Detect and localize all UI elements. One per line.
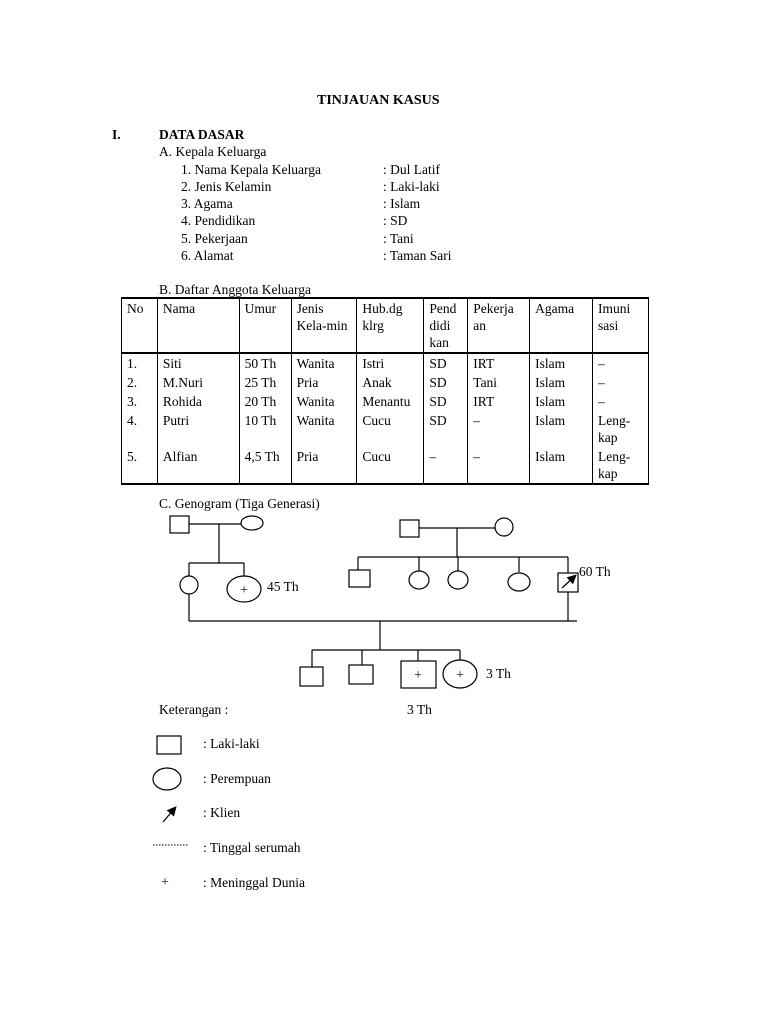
- table-cell: 50 Th: [239, 353, 291, 373]
- table-cell: SD: [424, 392, 468, 411]
- table-cell: SD: [424, 411, 468, 447]
- column-header: Jenis Kela-min: [291, 298, 357, 353]
- table-cell: Pria: [291, 373, 357, 392]
- legend-label: : Tinggal serumah: [203, 840, 301, 855]
- table-cell: IRT: [468, 353, 530, 373]
- grandfather-square: [400, 520, 419, 537]
- column-header: No: [122, 298, 158, 353]
- age-label: 45 Th: [267, 579, 299, 594]
- grandmother-circle: [241, 516, 263, 530]
- field-value: : SD: [383, 213, 408, 228]
- grandson-square: [300, 667, 323, 686]
- age-label: 3 Th: [486, 666, 511, 681]
- table-cell: Leng-kap: [593, 411, 649, 447]
- table-cell: Islam: [530, 353, 593, 373]
- deceased-mark: +: [240, 582, 248, 597]
- table-cell: –: [424, 447, 468, 484]
- table-cell: –: [593, 373, 649, 392]
- table-cell: 4.: [122, 411, 158, 447]
- table-cell: Cucu: [357, 447, 424, 484]
- table-cell: Wanita: [291, 392, 357, 411]
- field-value: : Islam: [383, 196, 421, 211]
- table-cell: 20 Th: [239, 392, 291, 411]
- field-label: 1. Nama Kepala Keluarga: [181, 162, 321, 177]
- daughter-circle: [508, 573, 530, 591]
- table-cell: 5.: [122, 447, 158, 484]
- field-label: 6. Alamat: [181, 248, 234, 263]
- table-cell: 10 Th: [239, 411, 291, 447]
- field-value: : Taman Sari: [383, 248, 452, 263]
- column-header: Umur: [239, 298, 291, 353]
- table-cell: Islam: [530, 411, 593, 447]
- field-label: 5. Pekerjaan: [181, 231, 248, 246]
- table-cell: 25 Th: [239, 373, 291, 392]
- table-cell: Menantu: [357, 392, 424, 411]
- subsection-c-label: C. Genogram (Tiga Generasi): [159, 496, 320, 511]
- age-label: 60 Th: [579, 564, 611, 579]
- column-header: Agama: [530, 298, 593, 353]
- daughter-circle: [180, 576, 198, 594]
- table-cell: Leng-kap: [593, 447, 649, 484]
- table-cell: Islam: [530, 447, 593, 484]
- section-number: I.: [112, 127, 121, 142]
- field-label: 2. Jenis Kelamin: [181, 179, 272, 194]
- legend-label: : Klien: [203, 805, 241, 820]
- table-cell: –: [468, 411, 530, 447]
- legend-label: : Meninggal Dunia: [203, 875, 305, 890]
- table-cell: IRT: [468, 392, 530, 411]
- female-circle-icon: [153, 768, 181, 790]
- table-cell: –: [468, 447, 530, 484]
- daughter-circle: [448, 571, 468, 589]
- plus-icon: +: [161, 874, 169, 889]
- field-value: : Tani: [383, 231, 414, 246]
- page-title: TINJAUAN KASUS: [317, 93, 440, 108]
- daughter-circle: [409, 571, 429, 589]
- client-arrow-icon: [163, 808, 175, 822]
- table-cell: Istri: [357, 353, 424, 373]
- table-cell: Cucu: [357, 411, 424, 447]
- field-value: : Dul Latif: [383, 162, 440, 177]
- male-square-icon: [157, 736, 181, 754]
- grandfather-square: [170, 516, 189, 533]
- column-header: Nama: [157, 298, 239, 353]
- table-cell: SD: [424, 353, 468, 373]
- table-cell: Pria: [291, 447, 357, 484]
- table-cell: Islam: [530, 392, 593, 411]
- table-cell: 3.: [122, 392, 158, 411]
- legend-age-note: 3 Th: [407, 702, 432, 717]
- column-header: Hub.dg klrg: [357, 298, 424, 353]
- subsection-b-label: B. Daftar Anggota Keluarga: [159, 282, 311, 297]
- column-header: Imuni sasi: [593, 298, 649, 353]
- field-value: : Laki-laki: [383, 179, 440, 194]
- legend-title: Keterangan :: [159, 702, 229, 717]
- grandmother-circle: [495, 518, 513, 536]
- son-square: [349, 570, 370, 587]
- column-header: Pekerja an: [468, 298, 530, 353]
- table-cell: Alfian: [157, 447, 239, 484]
- table-cell: –: [593, 353, 649, 373]
- table-cell: M.Nuri: [157, 373, 239, 392]
- subsection-a-label: A. Kepala Keluarga: [159, 144, 267, 159]
- table-cell: Putri: [157, 411, 239, 447]
- table-cell: Wanita: [291, 353, 357, 373]
- legend-label: : Laki-laki: [203, 736, 260, 751]
- field-label: 3. Agama: [181, 196, 233, 211]
- table-cell: Anak: [357, 373, 424, 392]
- table-cell: Wanita: [291, 411, 357, 447]
- legend-label: : Perempuan: [203, 771, 271, 786]
- grandson-square: [349, 665, 373, 684]
- table-cell: –: [593, 392, 649, 411]
- deceased-mark: +: [414, 667, 422, 682]
- table-cell: Siti: [157, 353, 239, 373]
- table-cell: Tani: [468, 373, 530, 392]
- table-cell: 4,5 Th: [239, 447, 291, 484]
- field-label: 4. Pendidikan: [181, 213, 256, 228]
- table-cell: Islam: [530, 373, 593, 392]
- section-title: DATA DASAR: [159, 127, 245, 142]
- deceased-mark: +: [456, 667, 464, 682]
- table-cell: 2.: [122, 373, 158, 392]
- table-cell: 1.: [122, 353, 158, 373]
- table-cell: SD: [424, 373, 468, 392]
- table-cell: Rohida: [157, 392, 239, 411]
- column-header: Pend didi kan: [424, 298, 468, 353]
